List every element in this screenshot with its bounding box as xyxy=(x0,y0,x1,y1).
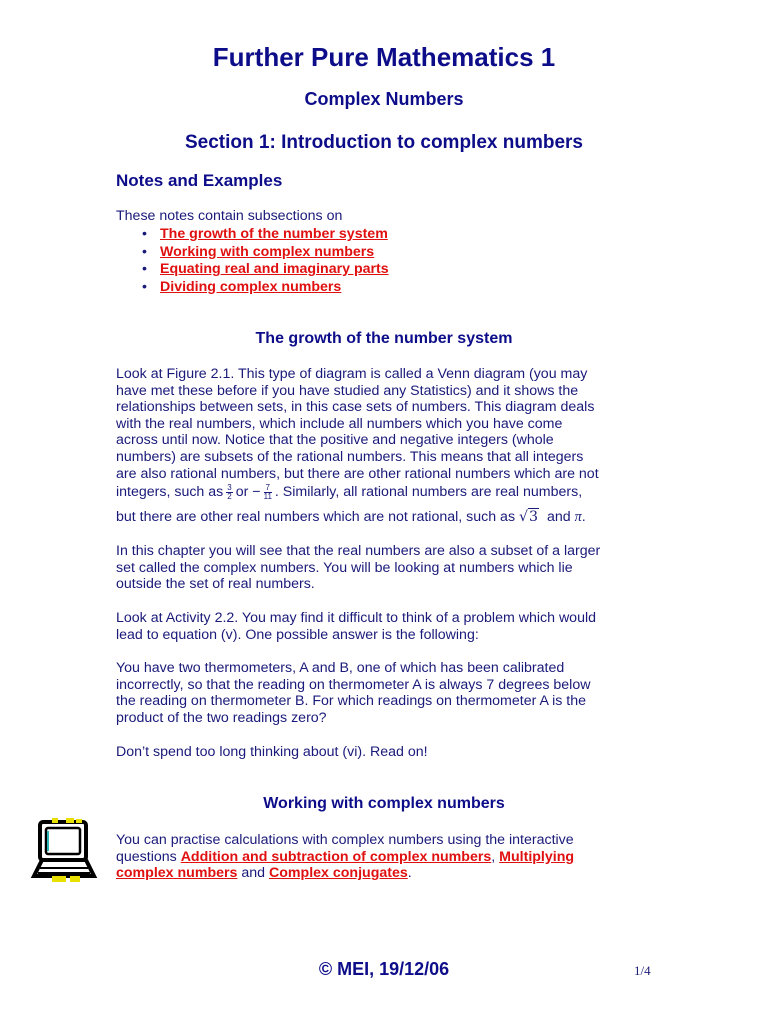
text-span: . xyxy=(581,509,586,526)
text-line: You can practise calculations with complex numbers using the interactive xyxy=(116,832,574,848)
text-line: incorrectly, so that the reading on thermometer A is always 7 degrees below xyxy=(116,676,591,693)
notes-heading: Notes and Examples xyxy=(116,171,283,190)
computer-icon xyxy=(30,818,100,888)
text-line xyxy=(116,865,656,882)
text-line: outside the set of real numbers. xyxy=(116,576,315,593)
text-line xyxy=(116,849,656,866)
text-span: and xyxy=(241,865,266,882)
bullet-icon: • xyxy=(142,278,147,295)
growth-paragraph-2 xyxy=(116,543,656,593)
bullet-icon: • xyxy=(142,226,147,242)
text-line: numbers) are subsets of the rational numbers. This means that all integers xyxy=(116,448,584,465)
text-line: In this chapter you will see that the real numbers are also a subset of a larger xyxy=(116,543,601,559)
document-title: Further Pure Mathematics 1 xyxy=(212,42,556,72)
text-line: Look at Figure 2.1. This type of diagram is called a Venn diagram (you may xyxy=(116,366,588,382)
text-line: the reading on thermometer B. For which readings on thermometer A is the xyxy=(116,693,587,710)
link-multiplying-cont[interactable]: complex numbers xyxy=(116,865,238,882)
fraction-numerator: 7 xyxy=(265,482,270,492)
text-span: . Similarly, all rational numbers are real numbers, xyxy=(274,484,583,501)
text-span: integers, such as xyxy=(116,484,224,501)
text-line: product of the two readings zero? xyxy=(116,709,327,726)
text-line: with the real numbers, which include all numbers which you have come xyxy=(116,415,563,432)
fraction-seven-elevenths xyxy=(264,484,272,501)
minus-sign: − xyxy=(252,484,261,501)
text-span: . xyxy=(407,865,412,882)
copyright-footer: © MEI, 19/12/06 xyxy=(318,959,450,979)
fraction-three-halves xyxy=(226,484,232,501)
fraction-numerator: 3 xyxy=(227,482,232,492)
text-line: relationships between sets, in this case sets of numbers. This diagram deals xyxy=(116,399,595,416)
document-subtitle: Complex Numbers xyxy=(304,89,464,109)
growth-paragraph-3 xyxy=(116,610,656,643)
fraction-denominator: 2 xyxy=(227,491,232,501)
text-span: questions xyxy=(116,848,177,865)
text-line: are also rational numbers, but there are other rational numbers which are not xyxy=(116,465,599,482)
growth-paragraph-1 xyxy=(116,366,656,527)
pi-symbol: π xyxy=(574,509,582,526)
radicand: 3 xyxy=(529,509,539,526)
sqrt-three xyxy=(519,508,539,525)
text-line: lead to equation (v). One possible answer is the following: xyxy=(116,626,479,643)
section-heading: Section 1: Introduction to complex numbers xyxy=(185,132,583,153)
link-equating[interactable]: Equating real and imaginary parts xyxy=(160,261,389,278)
link-growth[interactable]: The growth of the number system xyxy=(160,226,388,242)
text-span: , xyxy=(491,848,496,865)
text-line: Look at Activity 2.2. You may find it difficult to think of a problem which would xyxy=(116,610,597,626)
link-addition-subtraction[interactable]: Addition and subtraction of complex numbers xyxy=(180,848,492,865)
bullet-icon: • xyxy=(142,261,147,278)
text-line: across until now. Notice that the positive and negative integers (whole xyxy=(116,432,554,449)
page-number: 1/4 xyxy=(634,963,651,978)
link-dividing[interactable]: Dividing complex numbers xyxy=(160,278,342,295)
radical-sign: √ xyxy=(519,509,529,526)
list-item xyxy=(116,244,389,262)
text-line xyxy=(116,507,656,527)
list-item xyxy=(116,279,389,297)
list-item xyxy=(116,261,389,279)
link-multiplying[interactable]: Multiplying xyxy=(499,848,575,865)
text-span: and xyxy=(546,509,571,526)
growth-paragraph-4 xyxy=(116,660,656,726)
growth-paragraph-5: Don’t spend too long thinking about (vi). Read on! xyxy=(116,744,428,760)
bullet-icon: • xyxy=(142,243,147,260)
text-line: set called the complex numbers. You will be looking at numbers which lie xyxy=(116,559,573,576)
growth-heading: The growth of the number system xyxy=(255,330,513,347)
notes-intro: These notes contain subsections on xyxy=(116,208,343,224)
subsection-list xyxy=(116,226,389,296)
text-line xyxy=(116,482,656,502)
fraction-denominator: 11 xyxy=(263,491,272,501)
text-span: but there are other real numbers which are not rational, such as xyxy=(116,509,516,526)
link-complex-conjugates[interactable]: Complex conjugates xyxy=(269,865,408,882)
text-span: or xyxy=(235,484,249,501)
text-line: You have two thermometers, A and B, one of which has been calibrated xyxy=(116,660,565,676)
list-item xyxy=(116,226,389,244)
working-heading: Working with complex numbers xyxy=(263,795,505,812)
text-line: have met these before if you have studied any Statistics) and it shows the xyxy=(116,382,579,399)
working-paragraph xyxy=(116,832,656,882)
link-working[interactable]: Working with complex numbers xyxy=(160,243,375,260)
